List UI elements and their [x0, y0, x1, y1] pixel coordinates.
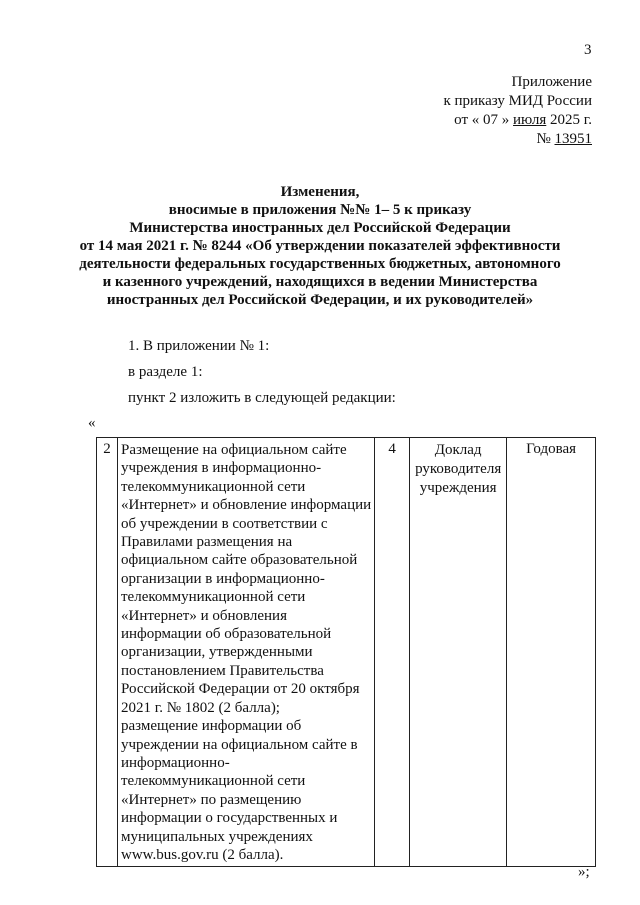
section-paragraph: в разделе 1:: [128, 364, 203, 380]
description-line: 2021 г. № 1802 (2 балла);: [121, 699, 280, 716]
description-line: Российской Федерации от 20 октября: [121, 681, 360, 698]
source-line: руководителя: [415, 461, 502, 477]
description-line: «Интернет» и обновления: [121, 607, 287, 624]
description-line: информации об образовательной: [121, 626, 332, 643]
appendix-date-suffix: 2025 г.: [550, 112, 592, 128]
description-line: учреждении на официальном сайте в: [121, 736, 358, 753]
description-line: муниципальных учреждениях: [121, 828, 313, 845]
description-line: информации о государственных и: [121, 810, 338, 827]
appendix-date-month: июля: [513, 112, 547, 128]
heading-line: вносимые в приложения №№ 1– 5 к приказу: [168, 202, 472, 218]
description-line: информационно-: [121, 754, 230, 771]
appendix-number-value: 13951: [554, 131, 592, 147]
source-line: Доклад: [434, 442, 482, 458]
appendix-block: [443, 73, 592, 149]
description-line: Размещение на официальном сайте: [121, 442, 347, 458]
amended-indicator-table: [96, 437, 596, 867]
appendix-number-prefix: №: [536, 131, 551, 147]
appendix-order: к приказу МИД России: [443, 93, 592, 109]
point-paragraph: пункт 2 изложить в следующей редакции:: [128, 390, 396, 406]
appendix-number: [443, 130, 592, 149]
source-line: учреждения: [419, 480, 497, 496]
appendix-title: Приложение: [511, 74, 592, 90]
description-line: телекоммуникационной сети: [121, 589, 306, 606]
description-line: телекоммуникационной сети: [121, 773, 306, 790]
appendix-date: [443, 111, 592, 130]
heading-line: иностранных дел Российской Федерации, и их руководителей»: [106, 292, 534, 308]
heading-line: Министерства иностранных дел Российской Федерации: [129, 220, 511, 236]
indicator-points: 4: [375, 438, 410, 867]
description-line: «Интернет» и обновление информации: [121, 497, 372, 514]
page-number: 3: [584, 42, 592, 58]
description-line: организации в информационно-: [121, 570, 325, 587]
closing-quote: »;: [578, 864, 590, 880]
indicator-number: 2: [97, 438, 118, 867]
heading-line: и казенного учреждений, находящихся в ведении Министерства: [102, 274, 538, 290]
table-row: [97, 438, 596, 867]
heading-line: деятельности федеральных государственных бюджетных, автономного: [79, 256, 561, 272]
description-line: телекоммуникационной сети: [121, 478, 306, 495]
description-line: www.bus.gov.ru (2 балла).: [121, 846, 284, 863]
description-line: Правилами размещения на: [121, 534, 293, 551]
description-line: «Интернет» по размещению: [121, 791, 302, 808]
document-heading: [60, 183, 580, 309]
description-line: организации, утвержденными: [121, 644, 313, 661]
description-line: учреждения в информационно-: [121, 460, 322, 477]
description-line: постановлением Правительства: [121, 662, 324, 679]
indicator-source: [410, 438, 507, 867]
indicator-period: Годовая: [507, 438, 596, 867]
item-1-paragraph: 1. В приложении № 1:: [128, 338, 270, 354]
indicator-description: [118, 438, 375, 867]
description-line: официальном сайте образовательной: [121, 552, 358, 569]
appendix-date-prefix: от « 07 »: [454, 112, 510, 128]
heading-line: от 14 мая 2021 г. № 8244 «Об утверждении показателей эффективности: [79, 238, 561, 254]
description-line: об учреждении в соответствии с: [121, 515, 328, 532]
heading-line: Изменения,: [280, 184, 360, 200]
description-line: размещение информации об: [121, 718, 302, 735]
opening-quote: «: [88, 415, 96, 431]
